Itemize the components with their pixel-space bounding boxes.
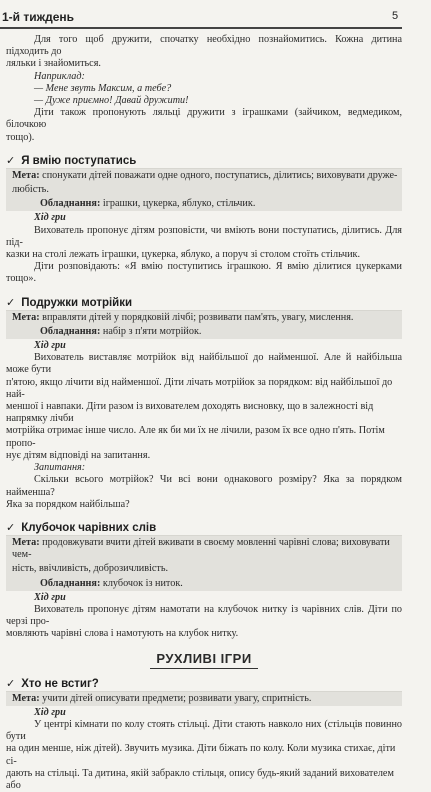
- checkmark-icon: ✓: [6, 296, 16, 309]
- body-line: У центрі кімнати по колу стоять стільці. Діти стають навколо них (стільців повинно бути: [6, 718, 402, 743]
- goal-text: вправляти дітей у порядковій лічбі; розвивати пам'ять, увагу, мислення.: [42, 311, 354, 323]
- body-line: нує дітям відповіді на запитання.: [6, 449, 151, 461]
- body-line: мовляють чарівні слова і намотують на клубок нитку.: [6, 628, 239, 640]
- equipment-label: Обладнання:: [40, 577, 101, 589]
- goal-label: Мета:: [12, 311, 40, 323]
- intro-line: Для того щоб дружити, спочатку необхідно познайомитись. Кожна дитина підходить до: [6, 34, 402, 58]
- body-line: Вихователь пропонує дітям намотати на клубочок нитку із чарівних слів. Діти по черзі про-: [6, 603, 402, 628]
- body-line: дають на стільці. Та дитина, якій забракло стільця, опису будь-який заданий вихователем або: [6, 767, 394, 791]
- intro-line: ляльки і знайомиться.: [6, 58, 101, 70]
- goal-label: Мета:: [12, 169, 40, 181]
- equipment-text: клубочок із ниток.: [102, 577, 183, 589]
- body-line: на один менше, ніж дітей). Звучить музика. Діти біжать по колу. Коли музика стихає, діти сі-: [6, 743, 396, 767]
- game-steps-label: Хід гри: [34, 591, 66, 603]
- example-label: Наприклад:: [34, 70, 85, 82]
- game-title: Я вмію поступатись: [21, 154, 137, 167]
- checkmark-icon: ✓: [6, 677, 16, 690]
- goal-text: учити дітей описувати предмети; розвивати увагу, спритність.: [42, 692, 312, 704]
- section-title-text: РУХЛИВІ ІГРИ: [150, 651, 257, 669]
- game-title: Клубочок чарівних слів: [21, 521, 157, 534]
- body-line: Скільки всього мотрійок? Чи всі вони однакового розміру? Яка за порядком найменша?: [6, 474, 402, 498]
- goal-continuation: любість.: [6, 183, 402, 197]
- body-line: Вихователь виставляє мотрійок від найбільшої до найменшої. Але й найбільша може бути: [6, 352, 402, 376]
- game-title: Подружки мотрійки: [21, 296, 133, 309]
- goal-block: [6, 691, 402, 706]
- game-steps-label: Хід гри: [34, 212, 66, 224]
- page-header: [0, 10, 431, 28]
- intro-line: тощо).: [6, 131, 35, 143]
- equipment-text: набір з п'яти мотрійок.: [102, 325, 202, 337]
- page-content: [6, 34, 402, 792]
- equipment-label: Обладнання:: [40, 198, 101, 210]
- game-heading: [6, 154, 402, 168]
- header-rule: [0, 27, 402, 29]
- equipment-label: Обладнання:: [40, 325, 101, 337]
- goal-text: спонукати дітей поважати одне одного, поступатись, ділитись; виховувати друже-: [42, 169, 398, 181]
- section-title: [6, 651, 402, 667]
- game-heading: [6, 296, 402, 310]
- game-steps-label: Хід гри: [34, 706, 66, 718]
- game-steps-label: Хід гри: [34, 340, 66, 352]
- body-line: Вихователь пропонує дітям розповісти, чи вміють вони поступатись, ділитись. Для під-: [6, 224, 402, 248]
- body-line: Діти розповідають: «Я вмію поступитись іграшкою. Я вмію ділитися цукерками тощо».: [6, 261, 402, 285]
- game-title: Хто не встиг?: [21, 677, 99, 690]
- goal-text: продовжувати вчити дітей вживати в своєму мовленні чарівні слова; виховувати чем-: [12, 536, 390, 561]
- goal-continuation: ність, ввічливість, доброзичливість.: [6, 562, 402, 576]
- body-line: казки на столі лежать іграшки, цукерка, яблуко, а поруч зі столом стоїть стільчик.: [6, 249, 361, 261]
- equipment-block: [6, 197, 402, 211]
- equipment-text: іграшки, цукерка, яблуко, стільчик.: [102, 198, 256, 210]
- equipment-block: [6, 325, 402, 339]
- dialog-line: — Дуже приємно! Давай дружити!: [34, 95, 189, 107]
- checkmark-icon: ✓: [6, 521, 16, 534]
- body-line: п'ятою, якщо лічити від найменшої. Діти лічать мотрійок за порядком: від найбільшої до най-: [6, 376, 393, 400]
- intro-line: Діти також пропонують ляльці дружити з іграшками (зайчиком, ведмедиком, білочкою: [6, 107, 402, 131]
- questions-label: Запитання:: [34, 462, 86, 474]
- checkmark-icon: ✓: [6, 154, 16, 167]
- body-line: Яка за порядком найбільша?: [6, 498, 130, 510]
- goal-label: Мета:: [12, 692, 40, 704]
- equipment-block: [6, 577, 402, 591]
- dialog-line: — Мене звуть Максим, а тебе?: [34, 82, 172, 94]
- page-number: 5: [392, 10, 399, 22]
- goal-block: [6, 310, 402, 325]
- body-line: меншої і навпаки. Діти разом із вихователем доходять висновку, що в залежності від напрямку лічби: [6, 401, 374, 425]
- goal-block: [6, 168, 402, 183]
- goal-label: Мета:: [12, 536, 40, 548]
- game-heading: [6, 521, 402, 535]
- body-line: мотрійка отримає інше число. Але як би ми їх не лічили, разом їх все одно п'ять. Потім пропо-: [6, 425, 385, 449]
- goal-block: [6, 535, 402, 562]
- running-title: 1-й тиждень: [2, 10, 75, 24]
- game-heading: [6, 677, 402, 691]
